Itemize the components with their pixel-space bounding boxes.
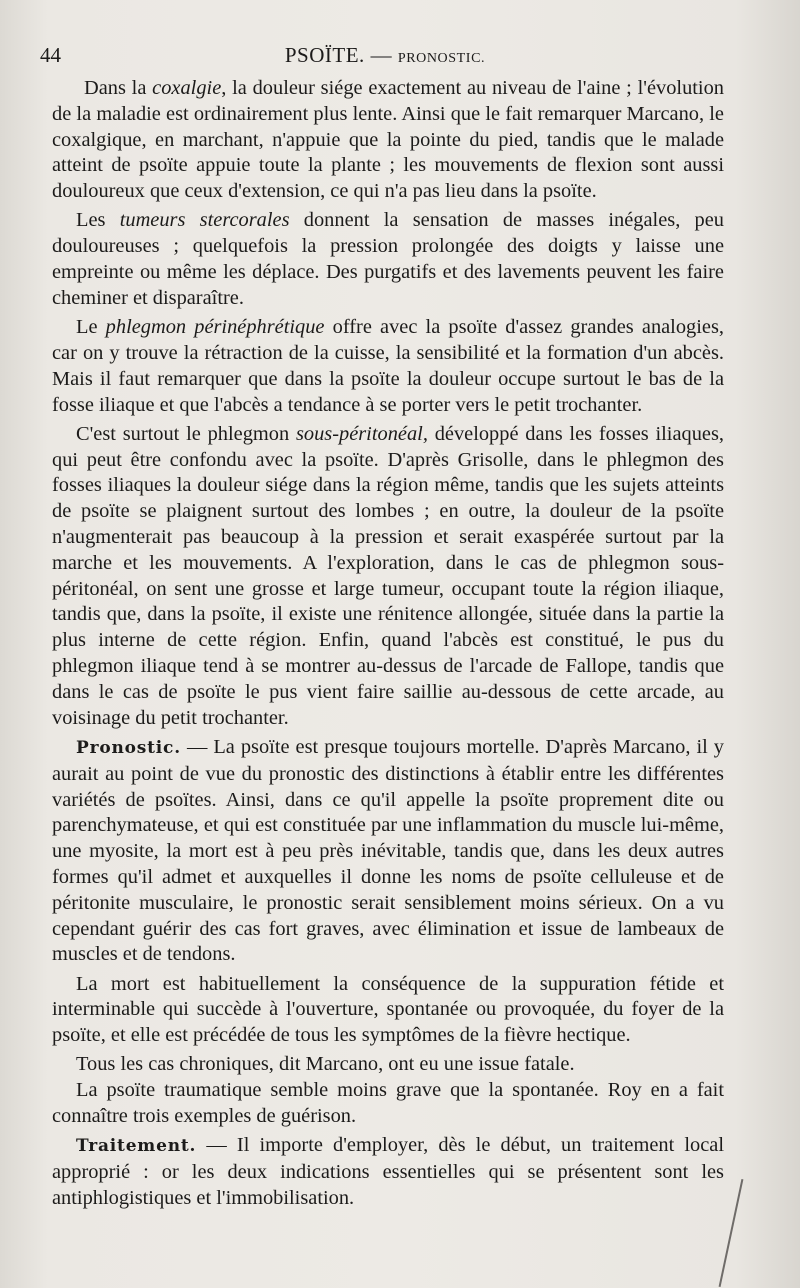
text-run: — Il importe d'employer, dès le début, un traitement local approprié : or les deux indications essentielles qui se présentent sont les antiphlogistiques et l'immobilisation. [52, 1134, 724, 1209]
running-head-subtitle: PRONOSTIC. [397, 51, 486, 66]
body-text [52, 76, 724, 1215]
running-head-separator: — [370, 43, 393, 67]
text-run: La mort est habituellement la conséquence de la suppuration fétide et interminable qui succède à l'ouverture, spontanée ou provoquée, du foyer de la psoïte, et elle est précédée de tous les symptômes de la fièvre hectique. [52, 972, 724, 1047]
text-run: Les [76, 209, 120, 232]
paragraph-cas-chroniques [52, 1052, 724, 1078]
paragraph-phlegmon-perinephretique [52, 315, 724, 418]
text-run-italic: tumeurs stercorales [119, 209, 290, 232]
text-run: Tous les cas chroniques, dit Marcano, ont eu une issue fatale. [76, 1053, 575, 1076]
running-head [40, 42, 730, 72]
paragraph-coxalgie [52, 76, 724, 205]
page-header [40, 42, 730, 68]
text-run-italic: coxalgie [152, 77, 222, 99]
paragraph-traitement [52, 1133, 724, 1211]
paragraph-phlegmon-sous-peritoneal [52, 422, 724, 732]
running-head-title: PSOÏTE. [284, 43, 365, 67]
paragraph-psoite-traumatique [52, 1078, 724, 1130]
text-run: Dans la [84, 77, 153, 99]
page-number: 44 [40, 43, 61, 67]
text-run: La psoïte traumatique semble moins grave que la spontanée. Roy en a fait connaître trois exemples de guérison. [52, 1079, 724, 1128]
paragraph-tumeurs-stercorales [52, 208, 724, 311]
text-run: — La psoïte est presque toujours mortelle. D'après Marcano, il y aurait au point de vue du pronostic des distinctions à établir entre les différentes variétés de psoïtes. Ainsi, dans ce qu'il appelle la psoïte proprement dite ou parenchymateuse, et qui est constituée par une inflammation du muscle lui-même, une myosite, la mort est à peu près inévitable, tandis que, dans les deux autres formes qu'il admet et auxquelles il donne les noms de psoïte celluleuse et de péritonite musculaire, le pronostic serait sensiblement moins sérieux. On a vu cependant guérir des cas fort graves, avec élimination et issue de lambeaux de muscles et de tendons. [52, 735, 724, 966]
text-run-italic: phlegmon périnéphrétique [105, 316, 325, 339]
text-run: offre avec la psoïte d'assez grandes analogies, car on y trouve la rétraction de la cuisse, la sensibilité et la formation d'un abcès. Mais il faut remarquer que dans la psoïte la douleur occupe surtout le bas de la fosse iliaque et que l'abcès a tendance à se porter vers le petit trochanter. [52, 316, 724, 416]
paragraph-mort [52, 972, 724, 1049]
text-run-italic: sous-péritonéal, [295, 422, 428, 445]
paragraph-pronostic [52, 735, 724, 968]
text-run: , la douleur siége exactement au niveau de l'aine ; l'évolution de la maladie est ordinairement plus lente. Ainsi que le fait remarquer Marcano, le coxalgique, en marchant, n'appuie que la pointe du pied, tandis que le malade atteint de psoïte appuie toute la plante ; les mouvements de flexion sont aussi douloureux que ceux d'extension, ce qui n'a pas lieu dans la psoïte. [52, 77, 724, 203]
text-run: donnent la sensation de masses inégales, peu douloureuses ; quelquefois la pression prolongée des doigts y laisse une empreinte ou même les déplace. Des purgatifs et des lavements peuvent les faire cheminer et disparaître. [52, 209, 724, 309]
section-lead-pronostic: Pronostic. [76, 737, 181, 758]
text-run: Le [76, 316, 106, 339]
text-run: C'est surtout le phlegmon [76, 422, 296, 445]
section-lead-traitement: Traitement. [76, 1136, 197, 1157]
text-run: développé dans les fosses iliaques, qui peut être confondu avec la psoïte. D'après Grisolle, dans le phlegmon des fosses iliaques la douleur siége dans la région même, tandis que les sujets atteints de psoïte se plaignent surtout des lombes ; en outre, la douleur de la psoïte n'augmenterait pas beaucoup à la pression et serait exaspérée surtout par la marche et les mouvements. A l'exploration, dans le cas de phlegmon sous-péritonéal, on sent une grosse et large tumeur, occupant toute la région iliaque, tandis que, dans la psoïte, il existe une rénitence allongée, située dans la partie la plus interne de cette région. Enfin, quand l'abcès est constitué, le pus du phlegmon iliaque tend à se montrer au-dessus de l'arcade de Fallope, tandis que dans le cas de psoïte le pus vient faire saillie au-dessous de cette arcade, au voisinage du petit trochanter. [52, 422, 724, 729]
